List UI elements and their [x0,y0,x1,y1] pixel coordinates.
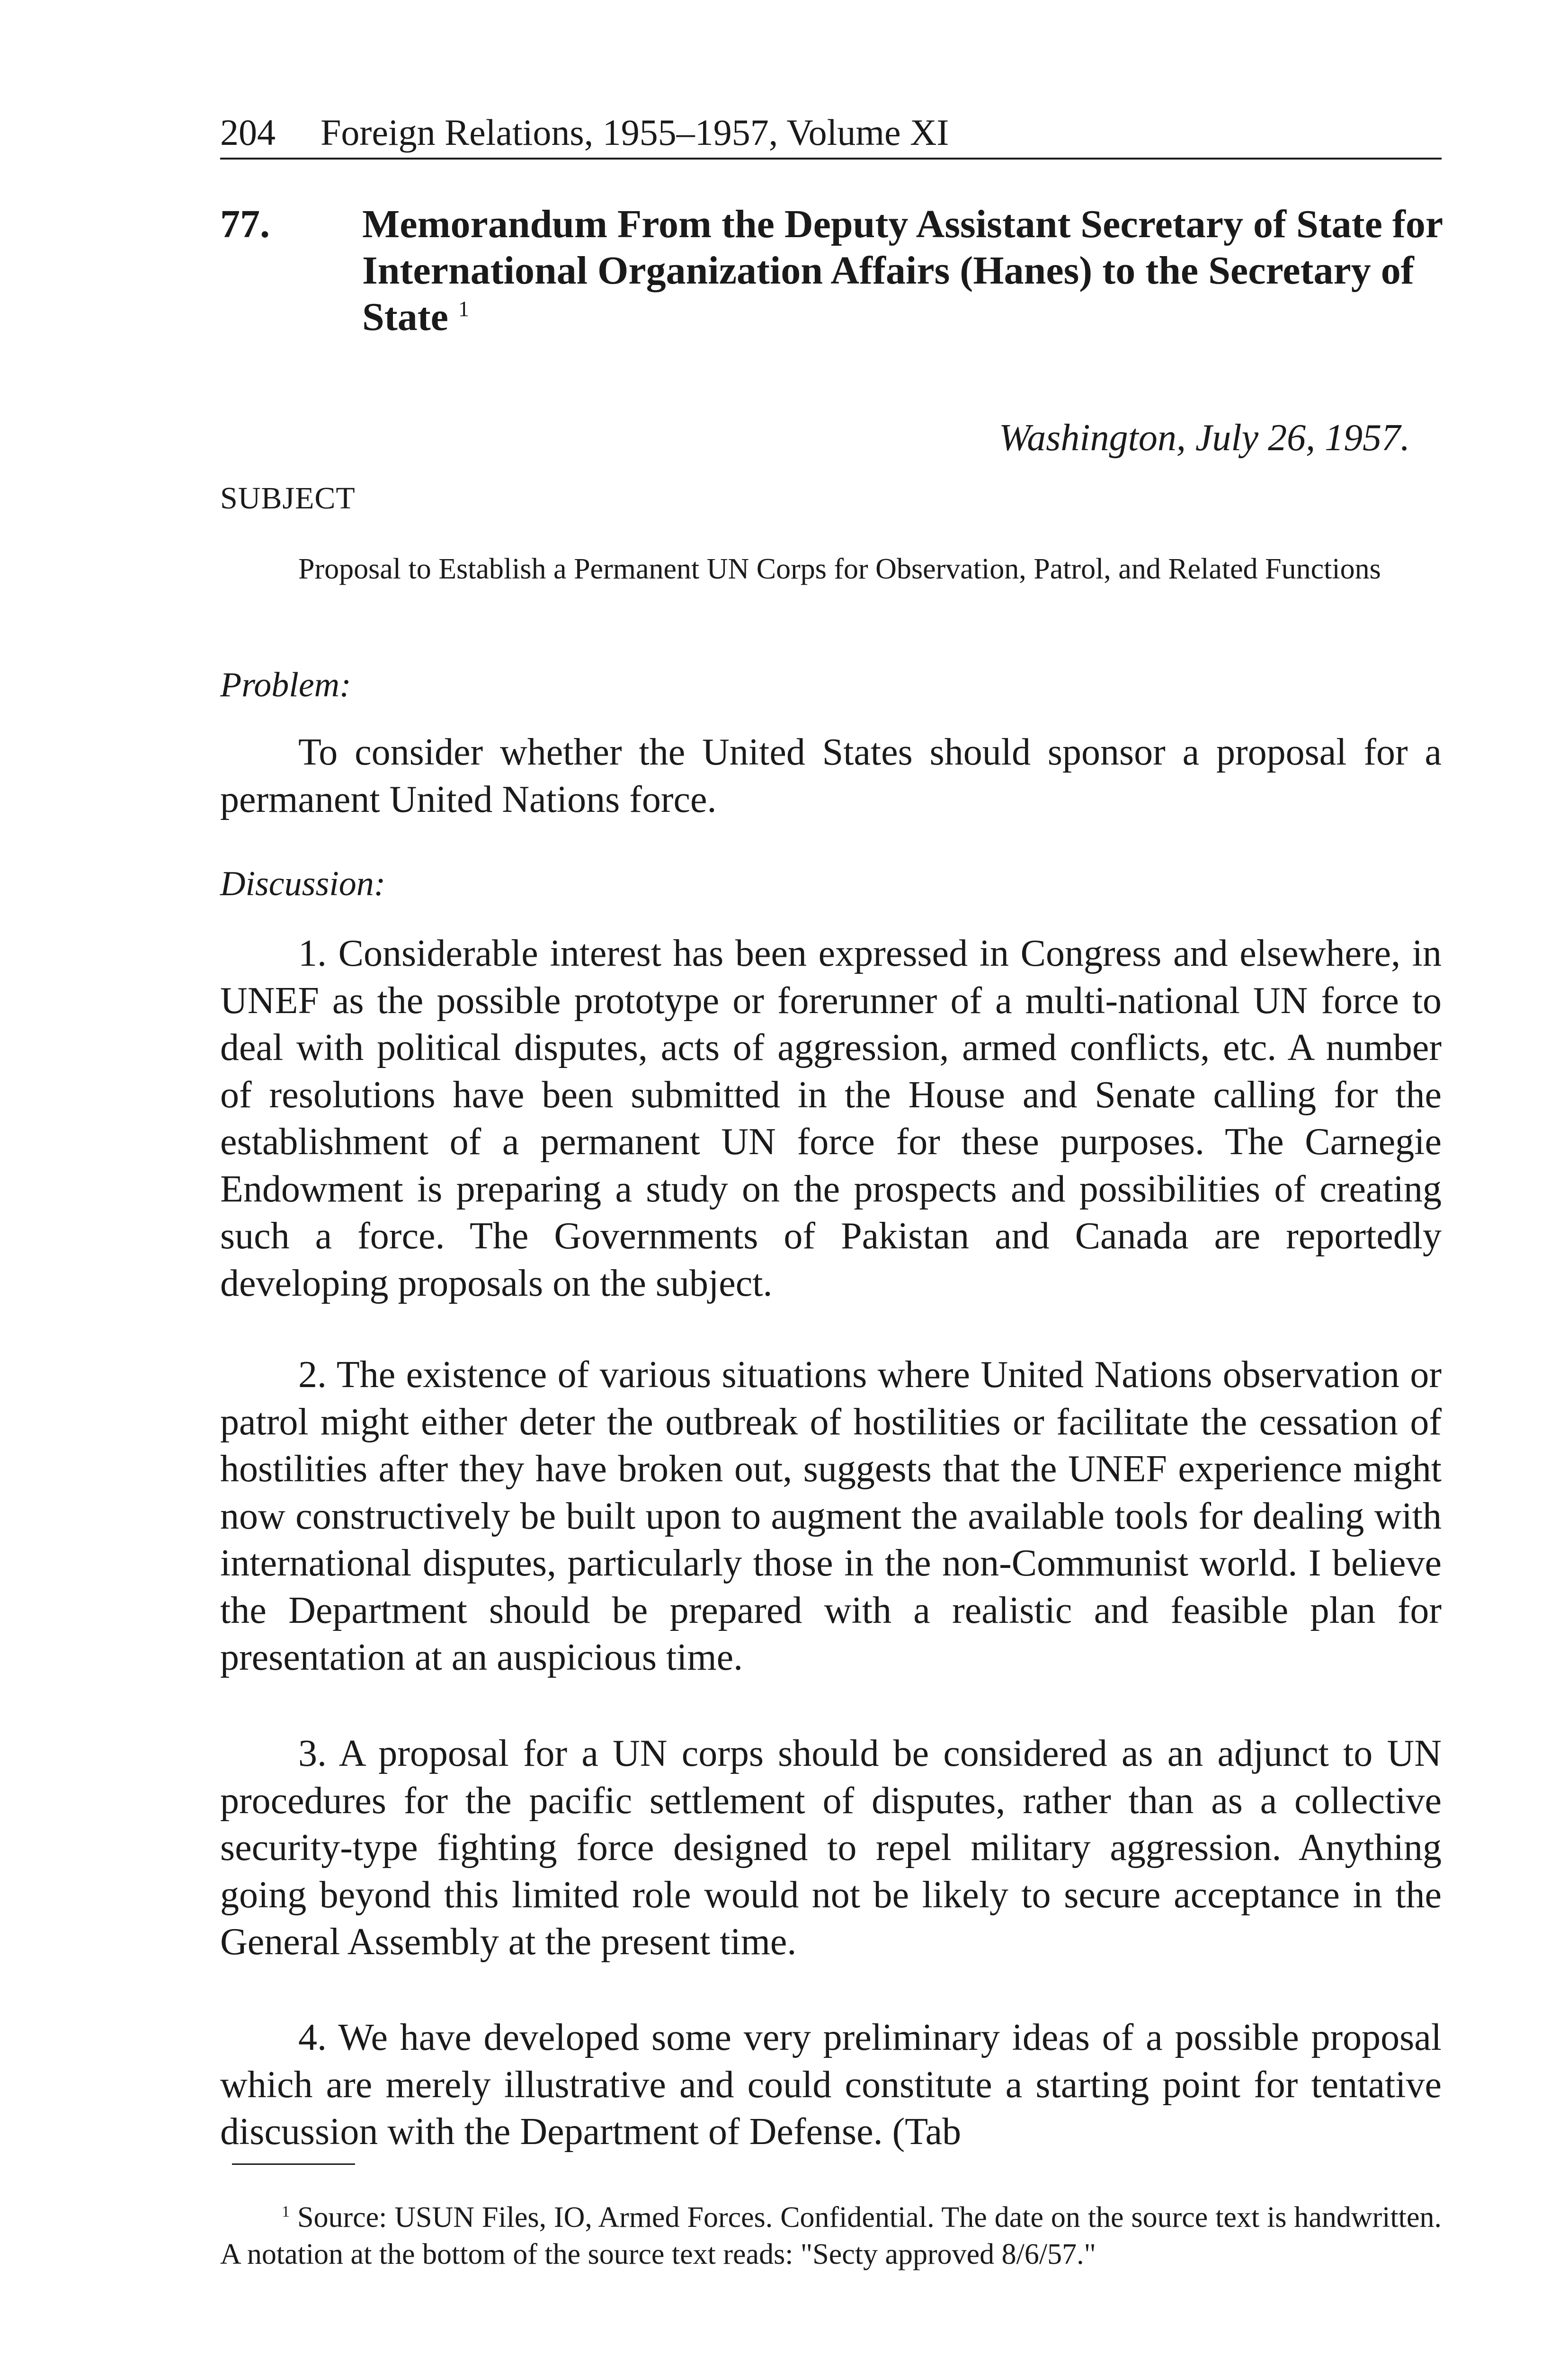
discussion-paragraph-4: 4. We have developed some very preliminary ideas of a possible proposal which are merely illustrative and could constitute a starting point for tentative discussion with the Department of Defense. (Tab [220,2017,1442,2153]
page-number: 204 [220,112,276,153]
discussion-paragraph-1: 1. Considerable interest has been expressed in Congress and elsewhere, in UNEF as the possible prototype or forerunner of a multi-national UN force to deal with political disputes, acts of aggression, armed conflicts, etc. A number of resolutions have been submitted in the House and Senate calling for the establishment of a permanent UN force for these purposes. The Carnegie Endowment is preparing a study on the prospects and possibilities of creating such a force. The Governments of Pakistan and Canada are reportedly developing proposals on the subject. [220,933,1442,1304]
footnote-reference[interactable]: 1 [458,297,470,321]
discussion-paragraph-3: 3. A proposal for a UN corps should be considered as an adjunct to UN procedures for the pacific settlement of disputes, rather than as a collective security-type fighting force designed to repel military aggression. Anything going beyond this limited role would not be likely to secure acceptance in the General Assembly at the present time. [220,1733,1442,1963]
footnote-divider [232,2163,355,2165]
footnote-text: Source: USUN Files, IO, Armed Forces. Confidential. The date on the source text is handwritten. A notation at the bottom of the source text reads: "Secty approved 8/6/57." [220,2201,1442,2270]
running-head [220,111,1442,160]
discussion-paragraph-2: 2. The existence of various situations where United Nations observation or patrol might either deter the outbreak of hostilities or facilitate the cessation of hostilities after they have broken out, suggests that the UNEF experience might now constructively be built upon to augment the available tools for dealing with international disputes, particularly those in the non-Communist world. I believe the Department should be prepared with a realistic and feasible plan for presentation at an auspicious time. [220,1354,1442,1678]
footnote-marker: 1 [282,2203,290,2221]
subject-text: Proposal to Establish a Permanent UN Corps for Observation, Patrol, and Related Functions [298,553,1381,585]
document-title [362,201,1451,340]
discussion-label: Discussion: [220,864,386,903]
problem-label: Problem: [220,666,351,704]
subject-label: SUBJECT [220,481,356,516]
footnote [220,2199,1442,2273]
document-title-text: Memorandum From the Deputy Assistant Secretary of State for International Organization Affairs (Hanes) to the Secretary of State [362,202,1443,339]
document-number: 77. [220,202,270,246]
dateline: Washington, July 26, 1957. [999,417,1410,459]
problem-text: To consider whether the United States should sponsor a proposal for a permanent United Nations force. [220,731,1442,820]
volume-title: Foreign Relations, 1955–1957, Volume XI [321,112,949,153]
